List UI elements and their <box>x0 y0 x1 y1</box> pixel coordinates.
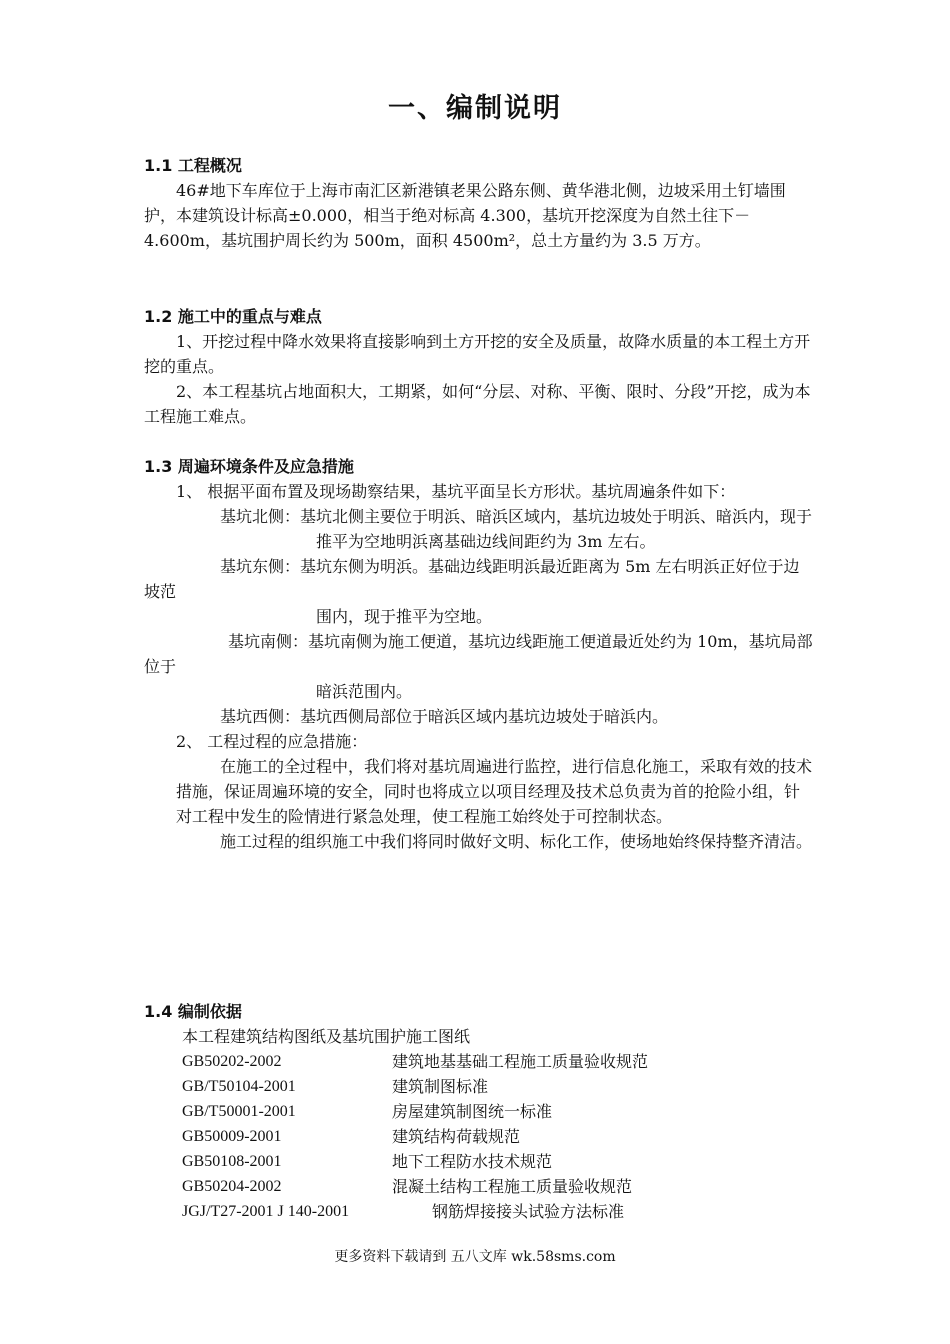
section-basis <box>144 1000 814 1224</box>
reference-code: GB50108-2001 <box>182 1153 282 1170</box>
reference-name: 建筑地基基础工程施工质量验收规范 <box>392 1052 649 1071</box>
paragraph-south: 基坑南侧：基坑南侧为施工便道，基坑边线距施工便道最近处约为 10m，基坑局部位于 <box>144 632 813 676</box>
footer-note: 更多资料下载请到 五八文库 wk.58sms.com <box>334 1249 616 1265</box>
paragraph: 本工程建筑结构图纸及基坑围护施工图纸 <box>182 1027 471 1046</box>
reference-name: 房屋建筑制图统一标准 <box>392 1102 553 1121</box>
paragraph-east: 基坑东侧：基坑东侧为明浜。基础边线距明浜最近距离为 5m 左右明浜正好位于边坡范 <box>144 557 800 601</box>
reference-code: GB50009-2001 <box>182 1128 282 1145</box>
reference-name: 建筑结构荷载规范 <box>392 1127 521 1146</box>
paragraph-measure: 措施，保证周遍环境的安全，同时也将成立以项目经理及技术总负责为首的抢险小组，针 <box>176 782 801 801</box>
section-overview <box>144 154 814 253</box>
reference-code: GB/T50104-2001 <box>182 1078 296 1095</box>
reference-item <box>144 1099 814 1124</box>
paragraph: 1、 根据平面布置及现场勘察结果，基坑平面呈长方形状。基坑周遍条件如下： <box>176 482 736 501</box>
paragraph-east-cont: 围内，现于推平为空地。 <box>316 607 493 626</box>
reference-name: 地下工程防水技术规范 <box>392 1152 553 1171</box>
reference-item <box>144 1124 814 1149</box>
paragraph: 2、本工程基坑占地面积大，工期紧，如何“分层、对称、平衡、限时、分段”开挖，成为本工程施工难点。 <box>144 382 811 426</box>
paragraph: 1、开挖过程中降水效果将直接影响到土方开挖的安全及质量，故降水质量的本工程土方开挖的重点。 <box>144 332 811 376</box>
section-heading: 1.2 施工中的重点与难点 <box>144 307 322 326</box>
paragraph-south-cont: 暗浜范围内。 <box>316 682 413 701</box>
paragraph: 46#地下车库位于上海市南汇区新港镇老果公路东侧、黄华港北侧，边坡采用土钉墙围护，本建筑设计标高±0.000，相当于绝对标高 4.300，基坑开挖深度为自然土往下－4.600m，基坑围护周长约为 500m，面积 4500m²，总土方量约为 3.5 万方。 <box>144 181 786 250</box>
reference-name: 混凝土结构工程施工质量验收规范 <box>392 1177 633 1196</box>
paragraph: 2、 工程过程的应急措施： <box>176 732 368 751</box>
paragraph-measure: 对工程中发生的险情进行紧急处理，使工程施工始终处于可控制状态。 <box>176 807 673 826</box>
section-environment <box>144 455 814 854</box>
section-heading: 1.3 周遍环境条件及应急措施 <box>144 457 354 476</box>
paragraph-measure: 在施工的全过程中，我们将对基坑周遍进行监控，进行信息化施工，采取有效的技术 <box>220 757 813 776</box>
reference-code: GB50204-2002 <box>182 1178 282 1195</box>
paragraph-measure: 施工过程的组织施工中我们将同时做好文明、标化工作，使场地始终保持整齐清洁。 <box>220 832 813 851</box>
paragraph-north-cont: 推平为空地明浜离基础边线间距约为 3m 左右。 <box>316 532 656 551</box>
reference-name: 建筑制图标准 <box>392 1077 489 1096</box>
section-heading: 1.1 工程概况 <box>144 156 242 175</box>
section-heading: 1.4 编制依据 <box>144 1002 242 1021</box>
reference-item <box>144 1149 814 1174</box>
reference-item <box>144 1174 814 1199</box>
reference-name: 钢筋焊接接头试验方法标准 <box>432 1202 625 1221</box>
section-key-points <box>144 305 814 429</box>
reference-code: GB50202-2002 <box>182 1053 282 1070</box>
reference-item <box>144 1199 814 1224</box>
page-title: 一、编制说明 <box>388 93 562 124</box>
reference-code: JGJ/T27-2001 J 140-2001 <box>182 1203 350 1220</box>
paragraph-west: 基坑西侧：基坑西侧局部位于暗浜区域内基坑边坡处于暗浜内。 <box>220 707 669 726</box>
reference-code: GB/T50001-2001 <box>182 1103 296 1120</box>
reference-item <box>144 1074 814 1099</box>
paragraph-north: 基坑北侧：基坑北侧主要位于明浜、暗浜区域内，基坑边坡处于明浜、暗浜内，现于 <box>220 507 813 526</box>
reference-item <box>144 1049 814 1074</box>
